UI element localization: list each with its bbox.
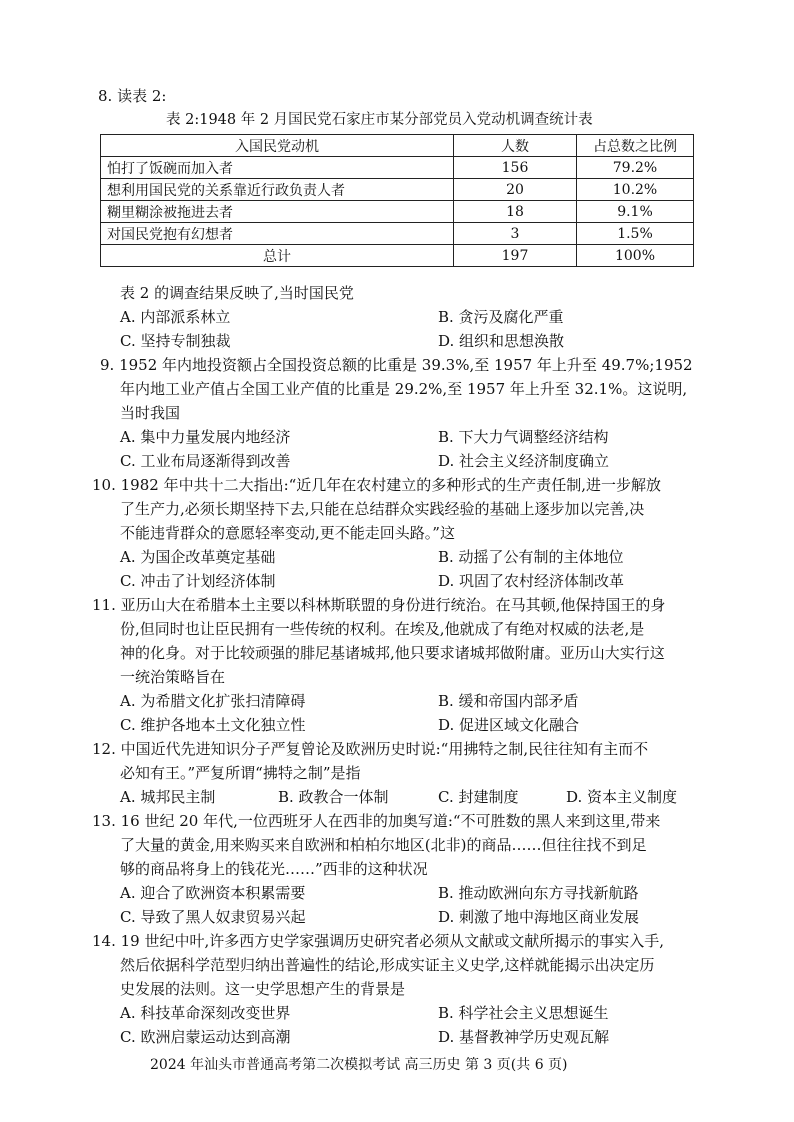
q11-line: 11. 亚历山大在希腊本土主要以科林斯联盟的身份进行统治。在马其顿,他保持国王的身 (92, 596, 666, 614)
table-cell: 197 (454, 245, 577, 267)
table-cell: 9.1% (577, 201, 694, 223)
table-cell: 18 (454, 201, 577, 223)
q11-line: 一统治策略旨在 (120, 668, 226, 686)
table-cell: 想利用国民党的关系靠近行政负责人者 (101, 179, 454, 201)
table-row (101, 223, 694, 245)
page-footer: 2024 年汕头市普通高考第二次模拟考试 高三历史 第 3 页(共 6 页) (150, 1057, 568, 1073)
table-cell: 20 (454, 179, 577, 201)
q9-option-d: D. 社会主义经济制度确立 (438, 452, 610, 470)
q13-option-d: D. 刺激了地中海地区商业发展 (438, 908, 640, 926)
q12-option-b: B. 政教合一体制 (278, 788, 389, 806)
q9-line: 年内地工业产值占全国工业产值的比重是 29.2%,至 1957 年上升至 32.1%。这说明, (120, 380, 688, 398)
q9-option-b: B. 下大力气调整经济结构 (438, 428, 609, 446)
q12-line: 12. 中国近代先进知识分子严复曾论及欧洲历史时说:“用拂特之制,民往往知有主而不 (92, 740, 649, 758)
q8-option-a: A. 内部派系林立 (120, 308, 231, 326)
q14-option-a: A. 科技革命深刻改变世界 (120, 1004, 291, 1022)
table-total-row (101, 245, 694, 267)
q13-line: 了大量的黄金,用来购买来自欧洲和柏柏尔地区(北非)的商品……但往往找不到足 (120, 836, 647, 854)
table-cell: 对国民党抱有幻想者 (101, 223, 454, 245)
q9-option-a: A. 集中力量发展内地经济 (120, 428, 291, 446)
q8-option-b: B. 贪污及腐化严重 (438, 308, 564, 326)
q13-option-b: B. 推动欧洲向东方寻找新航路 (438, 884, 639, 902)
q9-line: 当时我国 (120, 404, 181, 422)
table-header: 入国民党动机 (101, 135, 454, 157)
q11-option-a: A. 为希腊文化扩张扫清障碍 (120, 692, 306, 710)
q8-option-c: C. 坚持专制独裁 (120, 332, 231, 350)
q12-option-c: C. 封建制度 (438, 788, 519, 806)
table-row (101, 157, 694, 179)
table-cell: 怕打了饭碗而加入者 (101, 157, 454, 179)
table-cell: 糊里糊涂被拖进去者 (101, 201, 454, 223)
q14-option-c: C. 欧洲启蒙运动达到高潮 (120, 1028, 291, 1046)
q10-option-d: D. 巩固了农村经济体制改革 (438, 572, 625, 590)
q10-line: 10. 1982 年中共十二大指出:“近几年在农村建立的多种形式的生产责任制,进一步解放 (92, 476, 662, 494)
q13-option-a: A. 迎合了欧洲资本积累需要 (120, 884, 306, 902)
q8-question: 表 2 的调查结果反映了,当时国民党 (120, 284, 354, 302)
table-cell: 156 (454, 157, 577, 179)
table-header: 占总数之比例 (577, 135, 694, 157)
q14-line: 14. 19 世纪中叶,许多西方史学家强调历史研究者必须从文献或文献所揭示的事实入手, (92, 932, 665, 950)
q12-option-a: A. 城邦民主制 (120, 788, 216, 806)
table-cell: 79.2% (577, 157, 694, 179)
q9-line: 9. 1952 年内地投资额占全国投资总额的比重是 39.3%,至 1957 年上升至 49.7%;1952 (100, 356, 693, 374)
q8-stem: 8. 读表 2: (98, 87, 167, 105)
q13-line: 够的商品将身上的钱花光……”西非的这种状况 (120, 860, 428, 878)
table-cell: 3 (454, 223, 577, 245)
q10-option-b: B. 动摇了公有制的主体地位 (438, 548, 624, 566)
q14-line: 史发展的法则。这一史学思想产生的背景是 (120, 980, 406, 998)
q10-option-a: A. 为国企改革奠定基础 (120, 548, 276, 566)
q10-line: 不能违背群众的意愿轻率变动,更不能走回头路。”这 (120, 524, 455, 542)
q12-option-d: D. 资本主义制度 (566, 788, 678, 806)
table-cell: 1.5% (577, 223, 694, 245)
q8-option-d: D. 组织和思想涣散 (438, 332, 565, 350)
q12-line: 必知有王。”严复所谓“拂特之制”是指 (120, 764, 361, 782)
motive-table (100, 134, 694, 267)
table-row (101, 201, 694, 223)
q11-line: 份,但同时也让臣民拥有一些传统的权利。在埃及,他就成了有绝对权威的法老,是 (120, 620, 645, 638)
table-caption: 表 2:1948 年 2 月国民党石家庄市某分部党员入党动机调查统计表 (166, 112, 593, 128)
q11-option-b: B. 缓和帝国内部矛盾 (438, 692, 579, 710)
q9-option-c: C. 工业布局逐渐得到改善 (120, 452, 291, 470)
q10-line: 了生产力,必须长期坚持下去,只能在总结群众实践经验的基础上逐步加以完善,决 (120, 500, 645, 518)
q10-option-c: C. 冲击了计划经济体制 (120, 572, 276, 590)
table-header-row (101, 135, 694, 157)
q14-option-b: B. 科学社会主义思想诞生 (438, 1004, 609, 1022)
q11-option-d: D. 促进区域文化融合 (438, 716, 580, 734)
q13-line: 13. 16 世纪 20 年代,一位西班牙人在西非的加奥写道:“不可胜数的黑人来到这里,带来 (92, 812, 661, 830)
table-row (101, 179, 694, 201)
q11-line: 神的化身。对于比较顽强的腓尼基诸城邦,他只要求诸城邦做附庸。亚历山大实行这 (120, 644, 665, 662)
q14-line: 然后依据科学范型归纳出普遍性的结论,形成实证主义史学,这样就能揭示出决定历 (120, 956, 655, 974)
table-cell: 总计 (101, 245, 454, 267)
table-cell: 100% (577, 245, 694, 267)
q11-option-c: C. 维护各地本土文化独立性 (120, 716, 306, 734)
q14-option-d: D. 基督教神学历史观瓦解 (438, 1028, 610, 1046)
table-cell: 10.2% (577, 179, 694, 201)
q13-option-c: C. 导致了黑人奴隶贸易兴起 (120, 908, 306, 926)
table-header: 人数 (454, 135, 577, 157)
